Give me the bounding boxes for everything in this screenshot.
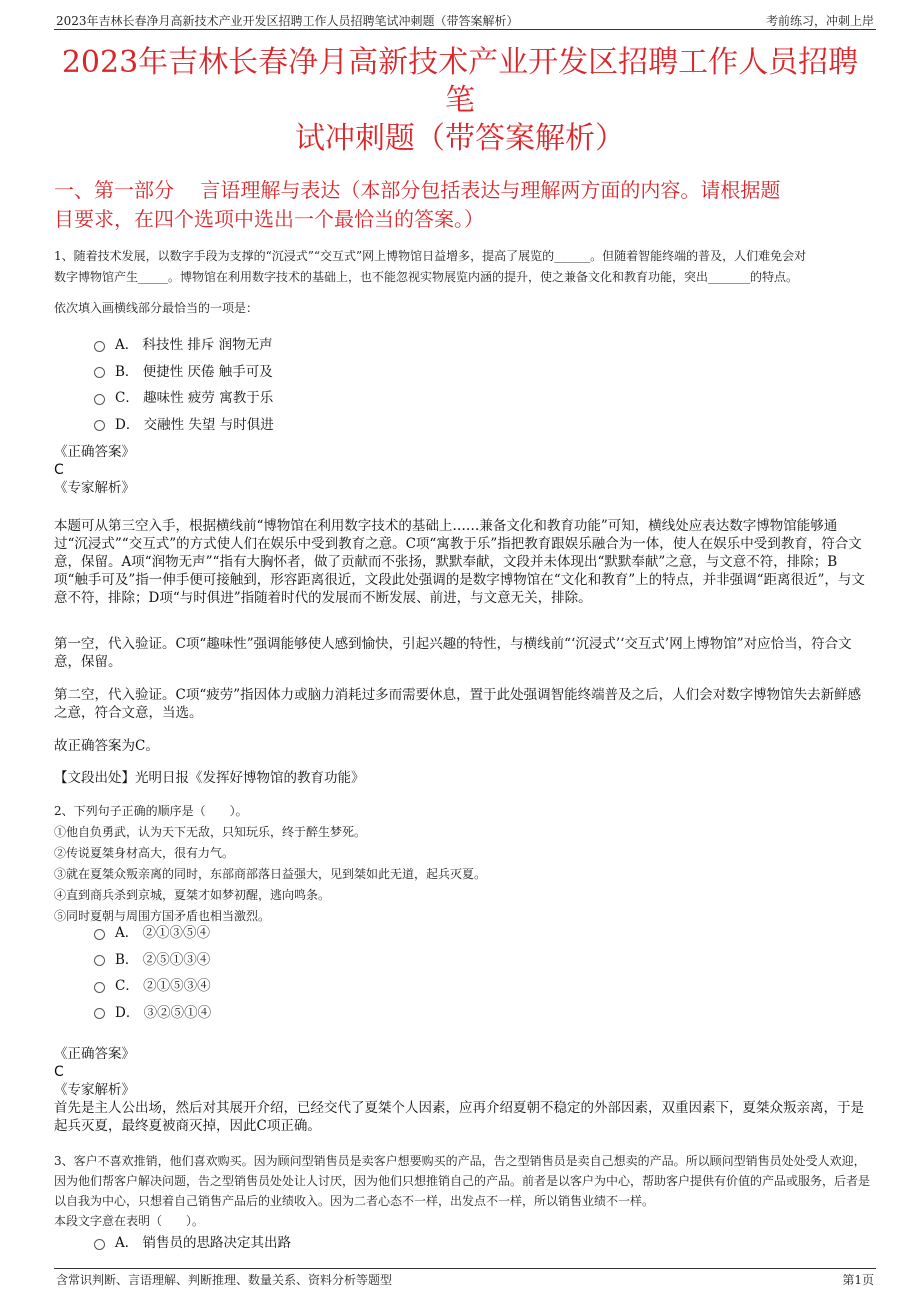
q2-option-c[interactable] <box>94 971 211 998</box>
q1-instruction: 依次填入画横线部分最恰当的一项是： <box>54 301 259 315</box>
radio-icon[interactable] <box>94 955 105 966</box>
q1-answer-label: 《正确答案》 <box>54 444 135 460</box>
page-title <box>60 44 860 158</box>
q2-line-1: ①他自负勇武，认为天下无敌，只知玩乐，终于醉生梦死。 <box>54 825 367 839</box>
header-slogan: 考前练习，冲刺上岸 <box>765 14 874 28</box>
q1-stem-line-2: 数字博物馆产生_____。博物馆在利用数字技术的基础上，也不能忽视实物展览内涵的提升，使之兼备文化和教育功能，突出_______的特点。 <box>54 270 799 284</box>
question-3-stem <box>54 1151 870 1231</box>
option-label: C． 趣味性 疲劳 寓教于乐 <box>115 390 274 407</box>
q1-option-d[interactable] <box>94 410 274 437</box>
q1-conclusion: 故正确答案为C。 <box>54 738 159 754</box>
q2-options <box>94 918 211 1024</box>
footer-question-types: 含常识判断、言语理解、判断推理、数量关系、资料分析等题型 <box>56 1273 393 1287</box>
q3-instruction: 本段文字意在表明（ ）。 <box>54 1214 205 1228</box>
radio-icon[interactable] <box>94 982 105 993</box>
radio-icon[interactable] <box>94 929 105 940</box>
q1-stem-line-1: 1、随着技术发展，以数字手段为支撑的“沉浸式”“交互式”网上博物馆日益增多，提高了展览的______。但随着智能终端的普及，人们难免会对 <box>54 249 807 263</box>
q1-analysis-para-1: 本题可从第三空入手，根据横线前“博物馆在利用数字技术的基础上……兼备文化和教育功能”可知，横线处应表达数字博物馆能够通过“沉浸式”“交互式”的方式使人们在娱乐中受到教育之意。C项“寓教于乐”指把教育跟娱乐融合为一体，使人在娱乐中受到教育，符合文意，保留。A项“润物无声”“指有大胸怀者，做了贡献而不张扬，默默奉献，文段并未体现出“默默奉献”之意，与文意不符，排除；B项“触手可及”指一伸手便可接触到，形容距离很近，文段此处强调的是数字博物馆在“文化和教育”上的特点，并非强调“距离很近”，与文意不符，排除；D项“与时俱进”指随着时代的发展而不断发展、前进，与文意无关，排除。 <box>54 518 865 606</box>
q2-line-3: ③就在夏桀众叛亲离的同时，东部商部落日益强大，见到桀如此无道，起兵灭夏。 <box>54 867 487 881</box>
q2-option-b[interactable] <box>94 945 211 972</box>
q3-option-a[interactable] <box>94 1228 291 1255</box>
q2-line-2: ②传说夏桀身材高大，很有力气。 <box>54 846 235 860</box>
option-label: A． ②①③⑤④ <box>115 925 211 942</box>
header-divider <box>54 29 876 30</box>
q2-line-5: ⑤同时夏朝与周围方国矛盾也相当激烈。 <box>54 909 271 923</box>
q1-analysis-label: 《专家解析》 <box>54 480 135 496</box>
question-1-stem <box>54 246 870 288</box>
title-line-2: 试冲刺题（带答案解析） <box>295 121 625 156</box>
radio-icon[interactable] <box>94 1008 105 1019</box>
q1-source: 【文段出处】光明日报《发挥好博物馆的教育功能》 <box>54 770 365 786</box>
q1-analysis <box>54 517 870 607</box>
radio-icon[interactable] <box>94 1239 105 1250</box>
footer-page-number: 第1页 <box>842 1273 874 1287</box>
radio-icon[interactable] <box>94 341 105 352</box>
q1-option-a[interactable] <box>94 330 274 357</box>
q2-answer: C <box>54 1064 64 1080</box>
option-label: C． ②①⑤③④ <box>115 978 211 995</box>
q3-stem: 3、客户不喜欢推销，他们喜欢购买。因为顾问型销售员是卖客户想要购买的产品，告之型销售员是卖自己想卖的产品。所以顾问型销售员处处受人欢迎，因为他们帮客户解决问题，告之型销售员处处让人讨厌，因为他们只想推销自己的产品。前者是以客户为中心，帮助客户提供有价值的产品或服务，后者是以自我为中心，只想着自己销售产品后的业绩收入。因为二者心态不一样，出发点不一样，所以销售业绩不一样。 <box>54 1154 871 1208</box>
page-header <box>0 0 920 30</box>
option-label: A． 销售员的思路决定其出路 <box>115 1235 292 1252</box>
q1-analysis-2 <box>54 635 870 671</box>
option-label: B． 便捷性 厌倦 触手可及 <box>115 363 273 380</box>
title-line-1: 2023年吉林长春净月高新技术产业开发区招聘工作人员招聘笔 <box>61 45 859 118</box>
radio-icon[interactable] <box>94 394 105 405</box>
header-doc-title: 2023年吉林长春净月高新技术产业开发区招聘工作人员招聘笔试冲刺题（带答案解析） <box>56 14 519 28</box>
q2-line-4: ④直到商兵杀到京城，夏桀才如梦初醒，逃向鸣条。 <box>54 888 331 902</box>
q1-options <box>94 330 274 436</box>
section-line-1: 一、第一部分 言语理解与表达（本部分包括表达与理解两方面的内容。请根据题 <box>54 178 781 202</box>
section-line-2: 目要求，在四个选项中选出一个最恰当的答案。） <box>54 207 484 231</box>
radio-icon[interactable] <box>94 420 105 431</box>
q1-option-c[interactable] <box>94 383 274 410</box>
q1-analysis-para-2: 第一空，代入验证。C项“趣味性”强调能够使人感到愉快，引起兴趣的特性，与横线前“‘沉浸式’‘交互式’网上博物馆”对应恰当，符合文意，保留。 <box>54 636 852 670</box>
q2-option-a[interactable] <box>94 918 211 945</box>
q1-answer: C <box>54 462 64 478</box>
q1-analysis-4 <box>54 737 870 755</box>
page-footer <box>0 1262 920 1302</box>
option-label: D． 交融性 失望 与时俱进 <box>115 416 274 433</box>
q2-analysis-label: 《专家解析》 <box>54 1082 135 1098</box>
option-label: B． ②⑤①③④ <box>115 951 211 968</box>
section-heading <box>54 176 870 234</box>
radio-icon[interactable] <box>94 367 105 378</box>
q2-option-d[interactable] <box>94 998 211 1025</box>
q2-answer-label: 《正确答案》 <box>54 1046 135 1062</box>
question-2-stem <box>54 801 870 927</box>
q1-answer-block <box>54 443 870 497</box>
q1-analysis-3 <box>54 686 870 722</box>
option-label: A． 科技性 排斥 润物无声 <box>115 337 273 354</box>
q2-analysis: 首先是主人公出场，然后对其展开介绍，已经交代了夏桀个人因素，应再介绍夏朝不稳定的外部因素，双重因素下，夏桀众叛亲离，于是起兵灭夏，最终夏被商灭掉，因此C项正确。 <box>54 1100 864 1134</box>
q1-analysis-5 <box>54 769 870 787</box>
footer-divider <box>54 1268 876 1269</box>
q2-answer-block <box>54 1045 870 1135</box>
q2-stem: 2、下列句子正确的顺序是（ ）。 <box>54 804 248 818</box>
q1-analysis-para-3: 第二空，代入验证。C项“疲劳”指因体力或脑力消耗过多而需要休息，置于此处强调智能终端普及之后，人们会对数字博物馆失去新鲜感之意，符合文意，当选。 <box>54 687 862 721</box>
q1-option-b[interactable] <box>94 357 274 384</box>
option-label: D． ③②⑤①④ <box>115 1004 212 1021</box>
q3-options <box>94 1228 291 1255</box>
